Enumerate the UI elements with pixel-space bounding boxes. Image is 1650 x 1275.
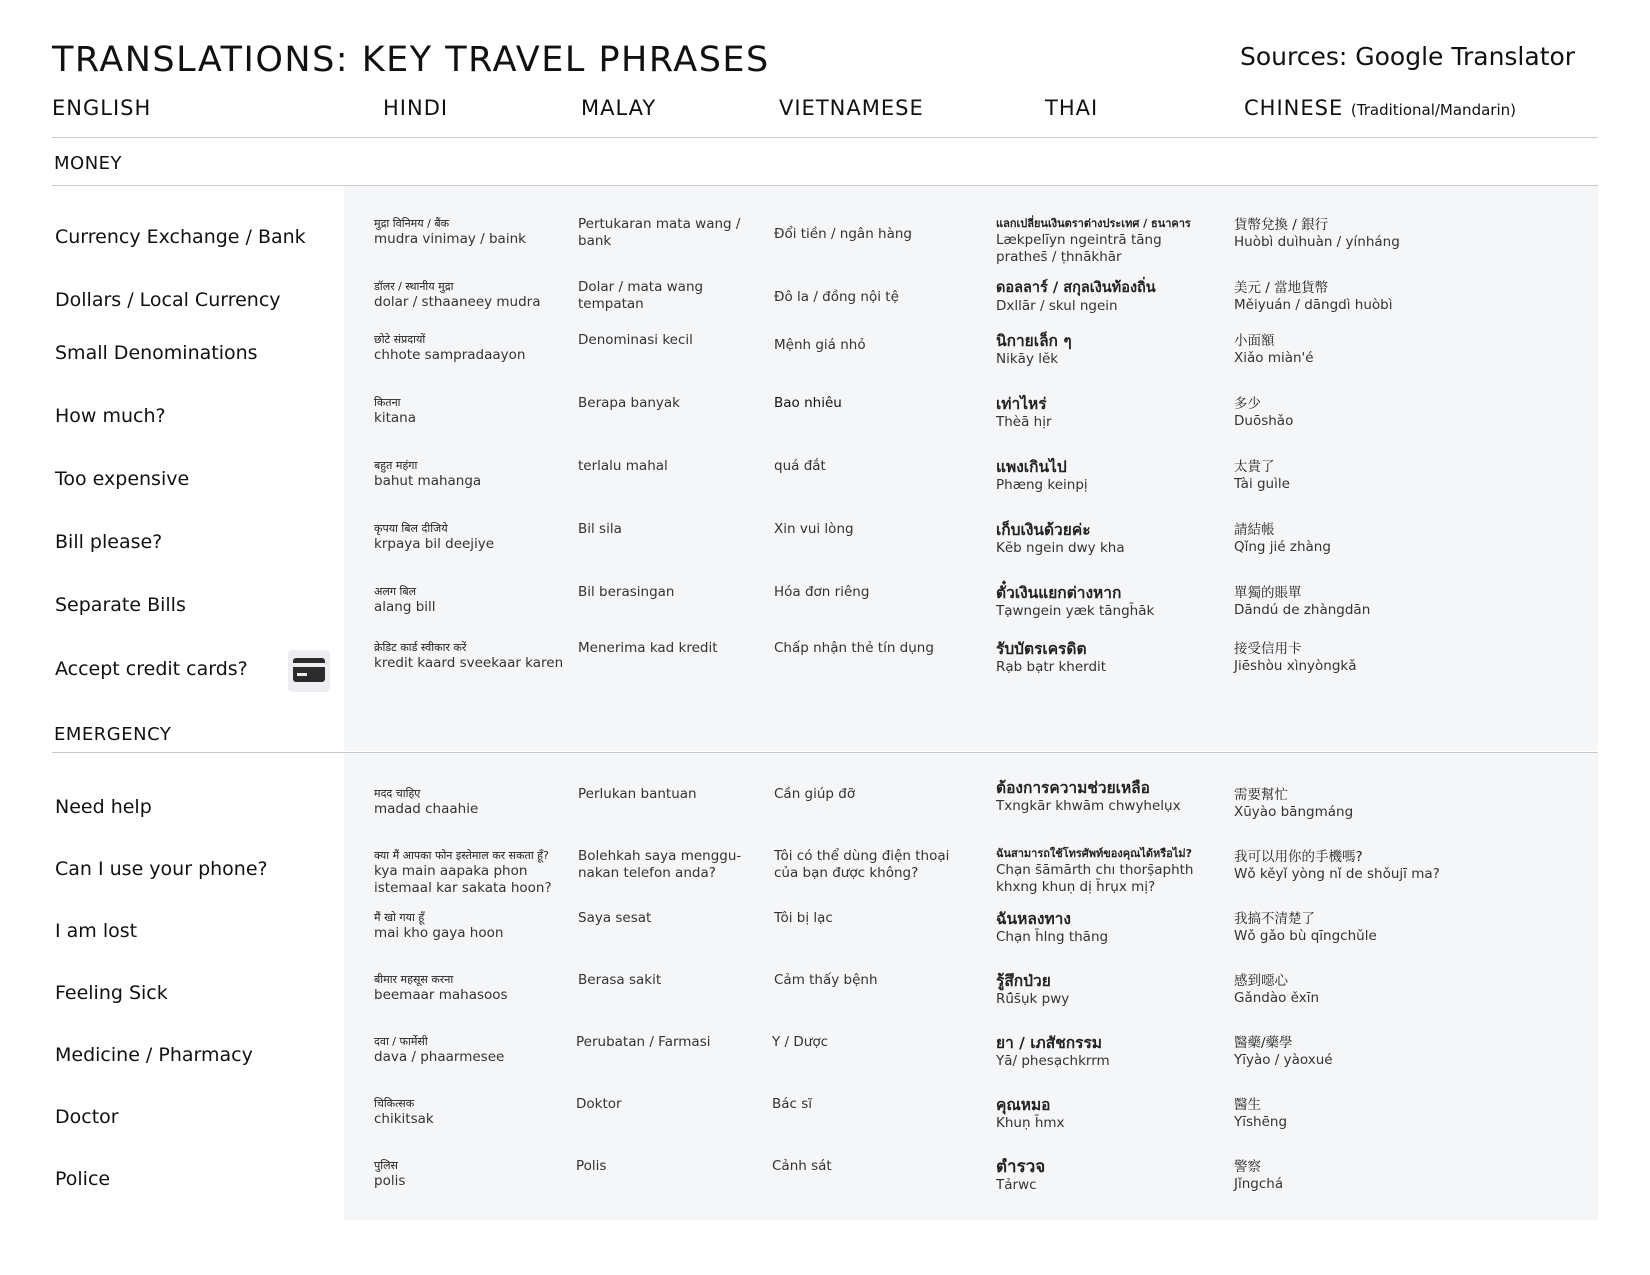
- malay-text: Doktor: [576, 1096, 622, 1112]
- credit-card-icon: [288, 650, 330, 692]
- hindi-romanized: bahut mahanga: [374, 473, 482, 489]
- chinese-pinyin: Jǐngchá: [1234, 1176, 1284, 1192]
- malay-translation: [578, 521, 622, 538]
- thai-translation: [996, 584, 1154, 620]
- thai-script: แพงเกินไป: [996, 458, 1067, 476]
- column-header-hindi: HINDI: [383, 96, 449, 120]
- phrase-row: [0, 332, 1650, 392]
- thai-translation: [996, 332, 1072, 368]
- thai-translation: [996, 458, 1088, 494]
- hindi-script: क्रेडिट कार्ड स्वीकार करें: [374, 641, 467, 654]
- english-phrase: How much?: [55, 405, 166, 427]
- phrase-row: [0, 279, 1650, 339]
- vietnamese-translation: [774, 848, 974, 882]
- malay-text: Polis: [576, 1158, 607, 1174]
- thai-translation: [996, 910, 1108, 946]
- hindi-translation: [374, 640, 563, 672]
- malay-translation: [578, 584, 675, 601]
- thai-script: ต้องการความช่วยเหลือ: [996, 779, 1150, 797]
- hindi-translation: [374, 1096, 434, 1128]
- malay-text: Pertukaran mata wang / bank: [578, 216, 741, 249]
- thai-translation: [996, 395, 1052, 431]
- vietnamese-text: Tôi có thể dùng điện thoại của bạn được không?: [774, 848, 950, 881]
- vietnamese-translation: [774, 289, 899, 306]
- thai-script: ดอลลาร์ / สกุลเงินท้องถิ่น: [996, 280, 1156, 296]
- malay-text: terlalu mahal: [578, 458, 668, 474]
- chinese-pinyin: Jiēshòu xìnyòngkǎ: [1234, 658, 1357, 674]
- english-phrase: I am lost: [55, 920, 138, 942]
- hindi-script: मुद्रा विनिमय / बैंक: [374, 217, 450, 230]
- thai-script: เก็บเงินด้วยค่ะ: [996, 521, 1091, 539]
- chinese-translation: [1234, 910, 1377, 945]
- phrase-row: [0, 640, 1650, 700]
- thai-translation: [996, 640, 1106, 676]
- vietnamese-translation: [772, 1096, 812, 1113]
- chinese-pinyin: Wǒ gǎo bù qīngchǔle: [1234, 928, 1377, 944]
- chinese-characters: 我可以用你的手機嗎?: [1234, 849, 1363, 865]
- vietnamese-text: Cảnh sát: [772, 1158, 832, 1174]
- chinese-translation: [1234, 216, 1400, 251]
- thai-script: แลกเปลี่ยนเงินตราต่างประเทศ / ธนาคาร: [996, 217, 1191, 230]
- hindi-romanized: dolar / sthaaneey mudra: [374, 294, 541, 310]
- vietnamese-text: Cần giúp đỡ: [774, 786, 856, 802]
- sources-value: Google Translator: [1355, 42, 1576, 71]
- phrase-row: [0, 848, 1650, 908]
- malay-text: Menerima kad kredit: [578, 640, 718, 656]
- hindi-script: पुलिस: [374, 1159, 398, 1172]
- thai-translation: [996, 779, 1181, 815]
- hindi-script: क्या मैं आपका फोन इस्तेमाल कर सकता हूँ?: [374, 849, 549, 862]
- thai-script: ตำรวจ: [996, 1157, 1046, 1177]
- vietnamese-translation: [774, 521, 854, 538]
- malay-translation: [576, 1034, 711, 1051]
- chinese-translation: [1234, 1096, 1287, 1131]
- thai-script: เท่าไหร่: [996, 395, 1047, 413]
- hindi-translation: [374, 216, 526, 248]
- vietnamese-text: Xin vui lòng: [774, 521, 854, 537]
- chinese-pinyin: Xūyào bāngmáng: [1234, 804, 1354, 820]
- chinese-translation: [1234, 1158, 1283, 1193]
- thai-translation: [996, 216, 1206, 266]
- hindi-script: दवा / फार्मेसी: [374, 1035, 428, 1048]
- chinese-characters: 美元 / 當地貨幣: [1234, 280, 1329, 296]
- english-phrase: Doctor: [55, 1106, 119, 1128]
- malay-translation: [576, 1096, 622, 1113]
- chinese-characters: 接受信用卡: [1234, 641, 1302, 657]
- thai-translation: [996, 972, 1069, 1008]
- hindi-translation: [374, 786, 478, 818]
- chinese-translation: [1234, 972, 1319, 1007]
- chinese-characters: 多少: [1234, 396, 1261, 412]
- chinese-characters: 小面額: [1234, 333, 1275, 349]
- english-phrase: Feeling Sick: [55, 982, 168, 1004]
- vietnamese-translation: [772, 1158, 832, 1175]
- chinese-characters: 醫藥/藥學: [1234, 1035, 1293, 1051]
- hindi-script: मैं खो गया हूँ: [374, 911, 425, 924]
- malay-translation: [578, 216, 753, 250]
- hindi-translation: [374, 1034, 504, 1066]
- phrase-row: [0, 1158, 1650, 1218]
- chinese-pinyin: Huòbì duìhuàn / yínháng: [1234, 234, 1400, 250]
- thai-translation: [996, 1096, 1065, 1132]
- malay-text: Berapa banyak: [578, 395, 681, 411]
- chinese-translation: [1234, 1034, 1333, 1069]
- malay-text: Bil sila: [578, 521, 622, 537]
- hindi-romanized: chhote sampradaayon: [374, 347, 526, 363]
- thai-script: คุณหมอ: [996, 1096, 1051, 1114]
- malay-translation: [578, 910, 651, 927]
- hindi-romanized: chikitsak: [374, 1111, 434, 1127]
- column-header-english: ENGLISH: [52, 96, 152, 120]
- malay-translation: [578, 786, 697, 803]
- hindi-script: कितना: [374, 396, 401, 409]
- chinese-translation: [1234, 458, 1290, 493]
- phrase-row: [0, 395, 1650, 455]
- hindi-romanized: madad chaahie: [374, 801, 479, 817]
- chinese-characters: 請結帳: [1234, 522, 1275, 538]
- section-label-money: MONEY: [54, 153, 123, 174]
- thai-romanized: Chạn h̄lng thāng: [996, 929, 1109, 945]
- chinese-characters: 感到噁心: [1234, 973, 1288, 989]
- vietnamese-text: Bao nhiêu: [774, 395, 842, 411]
- vietnamese-text: Tôi bị lạc: [774, 910, 833, 926]
- thai-romanized: Txngkār khwām chwyhelụx: [996, 798, 1181, 814]
- chinese-translation: [1234, 640, 1357, 675]
- hindi-romanized: kitana: [374, 410, 416, 426]
- vietnamese-translation: [774, 226, 912, 243]
- thai-script: ตั๋วเงินแยกต่างหาก: [996, 584, 1122, 602]
- vietnamese-translation: [774, 640, 934, 657]
- hindi-translation: [374, 972, 508, 1004]
- thai-script: ฉันหลงทาง: [996, 910, 1071, 928]
- hindi-translation: [374, 279, 541, 311]
- hindi-romanized: kredit kaard sveekaar karen: [374, 655, 564, 671]
- thai-translation: [996, 279, 1156, 315]
- thai-script: ฉันสามารถใช้โทรศัพท์ของคุณได้หรือไม่?: [996, 847, 1192, 860]
- hindi-script: छोटे संप्रदायों: [374, 333, 426, 346]
- column-header-malay: MALAY: [581, 96, 657, 120]
- thai-script: รู้สึกป่วย: [996, 972, 1051, 990]
- thai-script: รับบัตรเครดิต: [996, 640, 1087, 658]
- vietnamese-translation: [774, 458, 826, 475]
- chinese-translation: [1234, 584, 1370, 619]
- vietnamese-text: Hóa đơn riêng: [774, 584, 870, 600]
- hindi-romanized: mudra vinimay / baink: [374, 231, 526, 247]
- vietnamese-text: Mệnh giá nhỏ: [774, 337, 866, 353]
- malay-translation: [578, 458, 668, 475]
- english-phrase: Medicine / Pharmacy: [55, 1044, 253, 1066]
- chinese-characters: 太貴了: [1234, 459, 1275, 475]
- column-header-chinese-label: CHINESE: [1244, 96, 1344, 120]
- column-header-thai: THAI: [1045, 96, 1099, 120]
- chinese-translation: [1234, 786, 1353, 821]
- english-phrase: Separate Bills: [55, 594, 186, 616]
- hindi-romanized: krpaya bil deejiye: [374, 536, 495, 552]
- english-phrase: Can I use your phone?: [55, 858, 268, 880]
- malay-text: Dolar / mata wang tempatan: [578, 279, 704, 312]
- chinese-pinyin: Tài guìle: [1234, 476, 1290, 492]
- hindi-romanized: beemaar mahasoos: [374, 987, 508, 1003]
- hindi-script: अलग बिल: [374, 585, 417, 598]
- chinese-pinyin: Gǎndào ěxīn: [1234, 990, 1320, 1006]
- english-phrase: Currency Exchange / Bank: [55, 226, 306, 248]
- sources-credit: [1240, 42, 1575, 71]
- vietnamese-translation: [774, 395, 842, 412]
- vietnamese-text: Chấp nhận thẻ tín dụng: [774, 640, 934, 656]
- malay-translation: [578, 972, 661, 989]
- column-headers: [0, 96, 1650, 130]
- phrase-row: [0, 1096, 1650, 1156]
- phrase-row: [0, 910, 1650, 970]
- chinese-characters: 貨幣兌換 / 銀行: [1234, 217, 1329, 233]
- chinese-translation: [1234, 848, 1440, 883]
- vietnamese-translation: [774, 910, 833, 927]
- hindi-translation: [374, 395, 416, 427]
- column-header-chinese: [1244, 96, 1516, 120]
- malay-text: Berasa sakit: [578, 972, 662, 988]
- vietnamese-text: Cảm thấy bệnh: [774, 972, 878, 988]
- chinese-pinyin: Měiyuán / dāngdì huòbì: [1234, 297, 1393, 313]
- chinese-characters: 警察: [1234, 1159, 1261, 1175]
- hindi-translation: [374, 458, 481, 490]
- hindi-translation: [374, 521, 494, 553]
- thai-translation: [996, 1158, 1045, 1194]
- sources-label: Sources:: [1240, 42, 1348, 71]
- malay-text: Perlukan bantuan: [578, 786, 697, 802]
- credit-card-icon-graphic: [293, 658, 325, 684]
- malay-text: Saya sesat: [578, 910, 652, 926]
- thai-romanized: Nikāy lĕk: [996, 351, 1059, 367]
- thai-romanized: Rạb bạtr kherdit: [996, 659, 1107, 675]
- chinese-characters: 需要幫忙: [1234, 787, 1288, 803]
- thai-romanized: Chạn s̄āmārth chı thorṣ̄aphth khxng khuṇ dị h̄rụx mị?: [996, 862, 1194, 895]
- malay-translation: [578, 279, 728, 313]
- thai-script: ยา / เภสัชกรรม: [996, 1034, 1102, 1052]
- hindi-script: मदद चाहिए: [374, 787, 421, 800]
- english-phrase: Too expensive: [55, 468, 190, 490]
- thai-translation: [996, 1034, 1110, 1070]
- thai-script: นิกายเล็ก ๆ: [996, 332, 1072, 350]
- malay-text: Perubatan / Farmasi: [576, 1034, 711, 1050]
- chinese-pinyin: Duōshǎo: [1234, 413, 1294, 429]
- phrase-row: [0, 458, 1650, 518]
- malay-translation: [578, 848, 758, 882]
- thai-romanized: Phæng keinpị: [996, 477, 1088, 493]
- hindi-romanized: alang bill: [374, 599, 436, 615]
- header-divider: [52, 137, 1598, 138]
- chinese-translation: [1234, 279, 1392, 314]
- hindi-script: कृपया बिल दीजिये: [374, 522, 448, 535]
- vietnamese-text: Y / Dược: [772, 1034, 829, 1050]
- phrase-row: [0, 584, 1650, 644]
- hindi-script: बीमार महसूस करना: [374, 973, 454, 986]
- chinese-pinyin: Wǒ kěyǐ yòng nǐ de shǒujī ma?: [1234, 866, 1440, 882]
- vietnamese-translation: [774, 584, 869, 601]
- hindi-translation: [374, 848, 569, 897]
- chinese-pinyin: Dāndú de zhàngdān: [1234, 602, 1371, 618]
- english-phrase: Dollars / Local Currency: [55, 289, 281, 311]
- malay-text: Bolehkah saya menggu- nakan telefon anda?: [578, 848, 742, 881]
- thai-translation: [996, 521, 1125, 557]
- phrase-row: [0, 779, 1650, 846]
- hindi-translation: [374, 1158, 405, 1190]
- thai-translation: [996, 846, 1221, 896]
- thai-romanized: Thèā hịr: [996, 414, 1052, 430]
- column-header-chinese-note: (Traditional/Mandarin): [1350, 101, 1516, 119]
- vietnamese-translation: [774, 337, 866, 354]
- hindi-romanized: polis: [374, 1173, 406, 1189]
- hindi-romanized: kya main aapaka phon istemaal kar sakata hoon?: [374, 863, 552, 896]
- chinese-translation: [1234, 395, 1293, 430]
- chinese-pinyin: Yīshēng: [1234, 1114, 1288, 1130]
- malay-text: Bil berasingan: [578, 584, 675, 600]
- section-label-emergency: EMERGENCY: [54, 724, 172, 745]
- hindi-translation: [374, 584, 436, 616]
- phrase-row: [0, 972, 1650, 1032]
- malay-text: Denominasi kecil: [578, 332, 693, 348]
- vietnamese-text: Đô la / đồng nội tệ: [774, 289, 899, 305]
- hindi-romanized: dava / phaarmesee: [374, 1049, 505, 1065]
- malay-translation: [578, 332, 693, 349]
- english-phrase: Small Denominations: [55, 342, 258, 364]
- chinese-translation: [1234, 521, 1331, 556]
- chinese-pinyin: Yīyào / yàoxué: [1234, 1052, 1333, 1068]
- thai-romanized: Rū̂s̄ụk pwy: [996, 991, 1070, 1007]
- thai-romanized: Khuṇ h̄mx: [996, 1115, 1065, 1131]
- hindi-script: बहुत महंगा: [374, 459, 418, 472]
- english-phrase: Bill please?: [55, 531, 163, 553]
- thai-romanized: Yā/ phesạchkrrm: [996, 1053, 1110, 1069]
- vietnamese-text: quá đắt: [774, 458, 826, 474]
- chinese-characters: 單獨的賬單: [1234, 585, 1302, 601]
- phrase-row: [0, 1034, 1650, 1094]
- phrase-row: [0, 216, 1650, 276]
- malay-translation: [578, 640, 718, 657]
- vietnamese-translation: [772, 1034, 828, 1051]
- english-phrase: Need help: [55, 796, 152, 818]
- vietnamese-translation: [774, 786, 855, 803]
- page-title: TRANSLATIONS: KEY TRAVEL PHRASES: [52, 40, 770, 80]
- vietnamese-text: Bác sĩ: [772, 1096, 813, 1112]
- chinese-characters: 我搞不清楚了: [1234, 911, 1315, 927]
- english-phrase: Police: [55, 1168, 111, 1190]
- thai-romanized: Kĕb ngein dwy kha: [996, 540, 1125, 556]
- hindi-script: डॉलर / स्थानीय मुद्रा: [374, 280, 454, 293]
- phrase-row: [0, 521, 1650, 581]
- chinese-characters: 醫生: [1234, 1097, 1261, 1113]
- thai-romanized: Dxllār / skul ngein: [996, 298, 1118, 314]
- vietnamese-text: Đổi tiền / ngân hàng: [774, 226, 912, 242]
- column-header-vietnamese: VIETNAMESE: [779, 96, 924, 120]
- hindi-translation: [374, 332, 525, 364]
- hindi-translation: [374, 910, 503, 942]
- hindi-romanized: mai kho gaya hoon: [374, 925, 504, 941]
- malay-translation: [576, 1158, 606, 1175]
- chinese-pinyin: Qǐng jié zhàng: [1234, 539, 1331, 555]
- malay-translation: [578, 395, 680, 412]
- hindi-script: चिकित्सक: [374, 1097, 415, 1110]
- english-phrase: Accept credit cards?: [55, 658, 248, 680]
- thai-romanized: Tảrwc: [996, 1177, 1037, 1193]
- thai-romanized: Tạwngein yæk tāngh̄āk: [996, 603, 1155, 619]
- chinese-pinyin: Xiǎo miàn'é: [1234, 350, 1314, 366]
- thai-romanized: Lækpelīyn ngeintrā tāng prathes̄ / ṭhnākhār: [996, 232, 1162, 265]
- chinese-translation: [1234, 332, 1314, 367]
- vietnamese-translation: [774, 972, 878, 989]
